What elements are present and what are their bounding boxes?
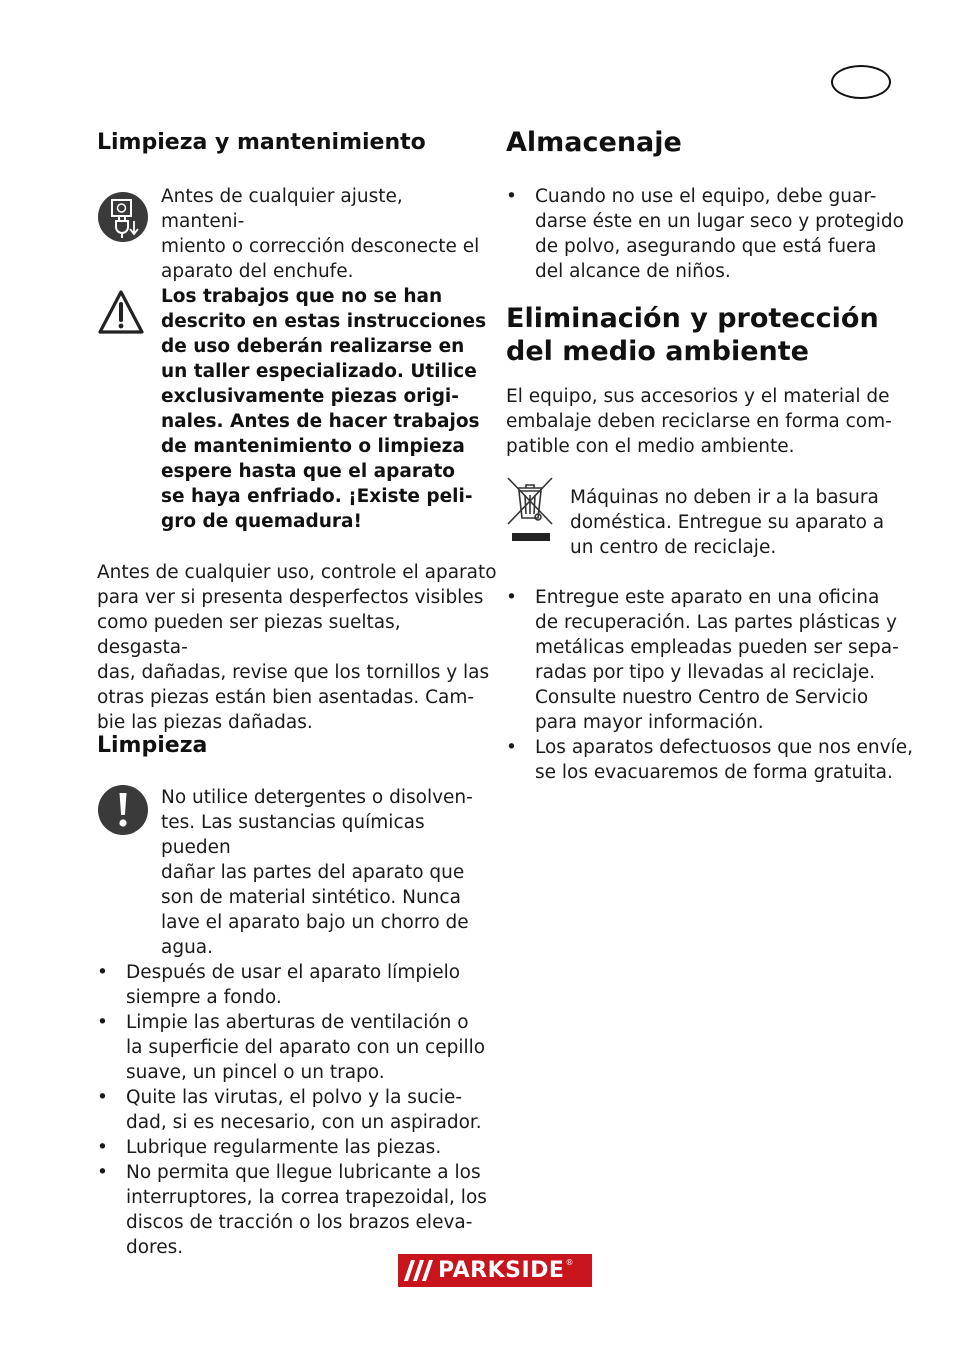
registered-mark: ®: [565, 1258, 574, 1267]
warning-note-line: exclusivamente piezas origi-: [161, 386, 459, 407]
inspection-line: otras piezas están bien asentadas. Cam-: [97, 687, 475, 708]
warning-note-line: espere hasta que el aparato: [161, 461, 455, 482]
logo-stripes-icon: [398, 1254, 438, 1287]
warning-note-line: de uso deberán realizarse en: [161, 336, 465, 357]
warning-note-line: Los trabajos que no se han: [161, 286, 443, 307]
warning-note-line: un taller especializado. Utilice: [161, 361, 477, 382]
list-item-line: dad, si es necesario, con un aspirador.: [126, 1112, 482, 1133]
disposal-line: El equipo, sus accesorios y el material de: [506, 386, 890, 407]
warning-note-line: gro de quemadura!: [161, 511, 362, 532]
inspection-line: como pueden ser piezas sueltas, desgasta-: [97, 612, 401, 658]
list-item-line: • No permita que llegue lubricante a los: [126, 1162, 481, 1183]
list-item: [506, 735, 916, 785]
inspection-line: para ver si presenta desperfectos visibles: [97, 587, 484, 608]
weee-note: [570, 485, 900, 560]
heading-disposal: [506, 302, 926, 368]
list-item: [506, 184, 906, 284]
list-item-line: suave, un pincel o un trapo.: [126, 1062, 385, 1083]
list-item: [97, 1085, 497, 1135]
inspection-line: das, dañadas, revise que los tornillos y las: [97, 662, 490, 683]
weee-note-line: Máquinas no deben ir a la basura: [570, 487, 879, 508]
list-item: [97, 960, 497, 1010]
caution-note-line: lave el aparato bajo un chorro de: [161, 912, 469, 933]
inspection-line: Antes de cualquier uso, controle el aparato: [97, 562, 497, 583]
list-item-line: metálicas empleadas pueden ser sepa-: [535, 637, 899, 658]
list-item: [506, 585, 916, 735]
language-badge: [831, 65, 891, 99]
list-item-line: se los evacuaremos de forma gratuita.: [535, 762, 893, 783]
list-item: [97, 1010, 497, 1085]
list-item-line: • Entregue este aparato en una oficina: [535, 587, 880, 608]
warning-note-line: de mantenimiento o limpieza: [161, 436, 465, 457]
list-item-line: • Los aparatos defectuosos que nos envíe,: [535, 737, 913, 758]
list-item-line: radas por tipo y llevadas al reciclaje.: [535, 662, 876, 683]
disposal-line: embalaje deben reciclarse en forma com-: [506, 411, 892, 432]
cleaning-list: [97, 960, 497, 1260]
list-item-line: del alcance de niños.: [535, 261, 731, 282]
list-item-line: • Después de usar el aparato límpielo: [126, 962, 461, 983]
heading-disposal-line: del medio ambiente: [506, 336, 809, 367]
caution-note-line: son de material sintético. Nunca: [161, 887, 461, 908]
list-item-line: dores.: [126, 1237, 184, 1258]
warning-note: [161, 284, 491, 534]
storage-list: [506, 184, 906, 284]
disposal-list: [506, 585, 916, 785]
list-item: [97, 1160, 497, 1260]
unplug-note-line: Antes de cualquier ajuste, manteni-: [161, 186, 403, 232]
list-item-line: • Cuando no use el equipo, debe guar-: [535, 186, 877, 207]
brand-name: PARKSIDE: [438, 1258, 565, 1283]
caution-note-line: dañar las partes del aparato que: [161, 862, 465, 883]
list-item-line: para mayor información.: [535, 712, 764, 733]
plug-icon: [97, 191, 149, 243]
unplug-note: [161, 184, 491, 284]
unplug-note-line: aparato del enchufe.: [161, 261, 354, 282]
list-item-line: de recuperación. Las partes plásticas y: [535, 612, 897, 633]
crossed-bin-icon: [504, 474, 556, 544]
parkside-logo: [398, 1254, 592, 1287]
weee-note-line: doméstica. Entregue su aparato a: [570, 512, 885, 533]
list-item-line: interruptores, la correa trapezoidal, los: [126, 1187, 487, 1208]
list-item-line: darse éste en un lugar seco y protegido: [535, 211, 904, 232]
caution-note-line: agua.: [161, 937, 214, 958]
disposal-paragraph: [506, 384, 906, 459]
warning-note-line: se haya enfriado. ¡Existe peli-: [161, 486, 473, 507]
inspection-line: bie las piezas dañadas.: [97, 712, 313, 733]
inspection-paragraph: [97, 560, 497, 735]
list-item-line: Consulte nuestro Centro de Servicio: [535, 687, 869, 708]
unplug-note-line: miento o corrección desconecte el: [161, 236, 480, 257]
warning-triangle-icon: [97, 289, 145, 335]
warning-note-line: descrito en estas instrucciones: [161, 311, 487, 332]
caution-note: [161, 785, 491, 960]
weee-note-line: un centro de reciclaje.: [570, 537, 777, 558]
exclamation-icon: [97, 784, 149, 836]
caution-note-line: No utilice detergentes o disolven-: [161, 787, 473, 808]
caution-note-line: tes. Las sustancias químicas pueden: [161, 812, 425, 858]
list-item-line: discos de tracción o los brazos eleva-: [126, 1212, 473, 1233]
list-item-line: • Quite las virutas, el polvo y la sucie-: [126, 1087, 463, 1108]
list-item-line: siempre a fondo.: [126, 987, 282, 1008]
disposal-line: patible con el medio ambiente.: [506, 436, 795, 457]
heading-disposal-line: Eliminación y protección: [506, 303, 879, 334]
list-item-line: • Lubrique regularmente las piezas.: [126, 1137, 442, 1158]
list-item-line: de polvo, asegurando que está fuera: [535, 236, 877, 257]
list-item-line: • Limpie las aberturas de ventilación o: [126, 1012, 469, 1033]
heading-maintenance: Limpieza y mantenimiento: [97, 130, 426, 155]
list-item-line: la superficie del aparato con un cepillo: [126, 1037, 486, 1058]
warning-note-line: nales. Antes de hacer trabajos: [161, 411, 480, 432]
list-item: [97, 1135, 497, 1160]
heading-storage: Almacenaje: [506, 127, 682, 158]
heading-cleaning: Limpieza: [97, 733, 208, 758]
